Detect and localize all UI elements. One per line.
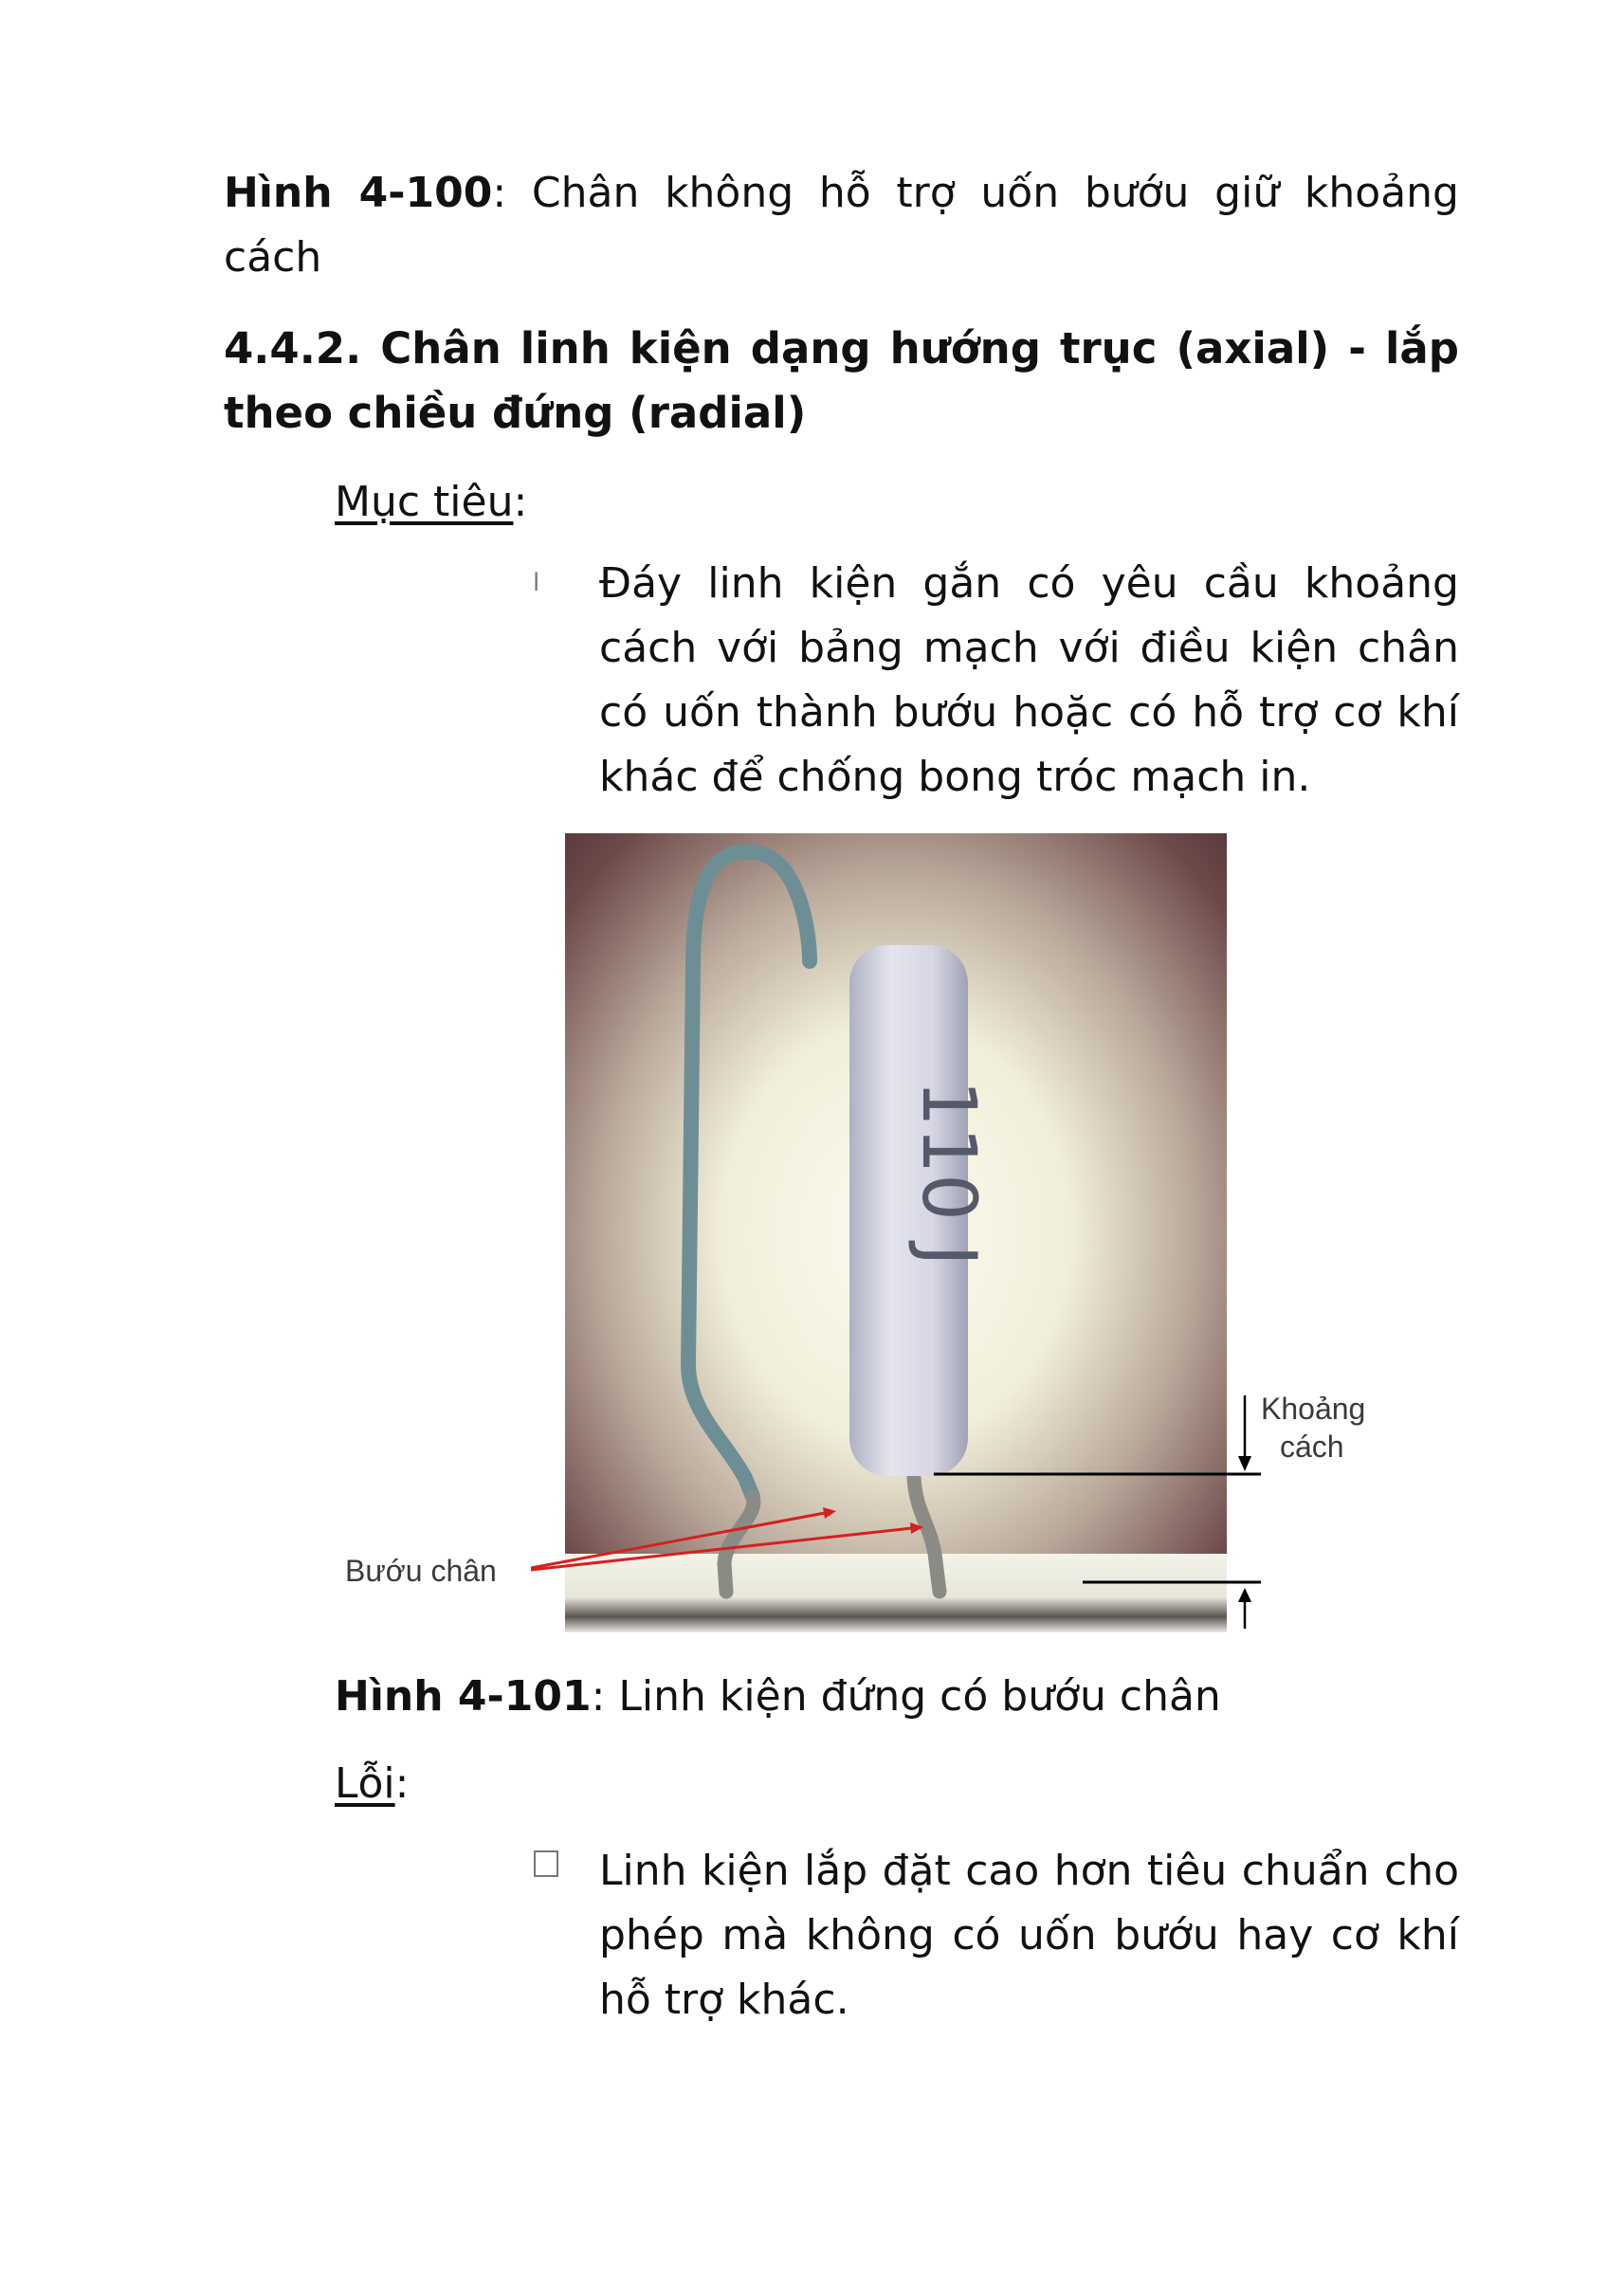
figure-101-label: Hình 4-101 bbox=[335, 1672, 592, 1721]
defect-text: Linh kiện lắp đặt cao hơn tiêu chuẩn cho phép mà không có uốn bướu hay cơ khí hỗ trợ khác. bbox=[599, 1847, 1459, 2024]
defect-label-line bbox=[335, 1752, 410, 1816]
spacing-arrow-up-head bbox=[1238, 1588, 1251, 1602]
spacing-label-line1: Khoảng bbox=[1261, 1392, 1366, 1426]
section-heading: 4.4.2. Chân linh kiện dạng hướng trục (axial) - lắp theo chiều đứng (radial) bbox=[224, 323, 1459, 438]
resistor-marking: 110 J bbox=[905, 1080, 991, 1266]
bump-label: Bướu chân bbox=[345, 1554, 497, 1588]
spacing-arrow-down-head bbox=[1238, 1456, 1251, 1471]
objective-label: Mục tiêu bbox=[335, 478, 514, 526]
defect-suffix: : bbox=[394, 1759, 410, 1808]
figure-100-text: : Chân không hỗ trợ uốn bướu giữ khoảng cách bbox=[224, 169, 1459, 282]
figure-101-text: : Linh kiện đứng có bướu chân bbox=[591, 1672, 1221, 1721]
objective-label-line bbox=[335, 470, 527, 535]
defect-label: Lỗi bbox=[335, 1759, 395, 1808]
figure-101-caption bbox=[335, 1665, 1221, 1729]
resistor-photo bbox=[565, 833, 1227, 1632]
spacing-label-line2: cách bbox=[1280, 1430, 1344, 1464]
objective-suffix: : bbox=[513, 478, 528, 526]
objective-text: Đáy linh kiện gắn có yêu cầu khoảng cách với bảng mạch với điều kiện chân có uốn thành bướu hoặc có hỗ trợ cơ khí khác để chống bong tróc mạch in. bbox=[599, 559, 1459, 801]
figure-100-label: Hình 4-100 bbox=[224, 169, 493, 217]
checkbox-bullet-icon bbox=[534, 1850, 558, 1877]
figure-100-caption bbox=[224, 161, 1459, 290]
board-surface bbox=[565, 1554, 1227, 1632]
bullet-marker: l bbox=[533, 569, 540, 597]
